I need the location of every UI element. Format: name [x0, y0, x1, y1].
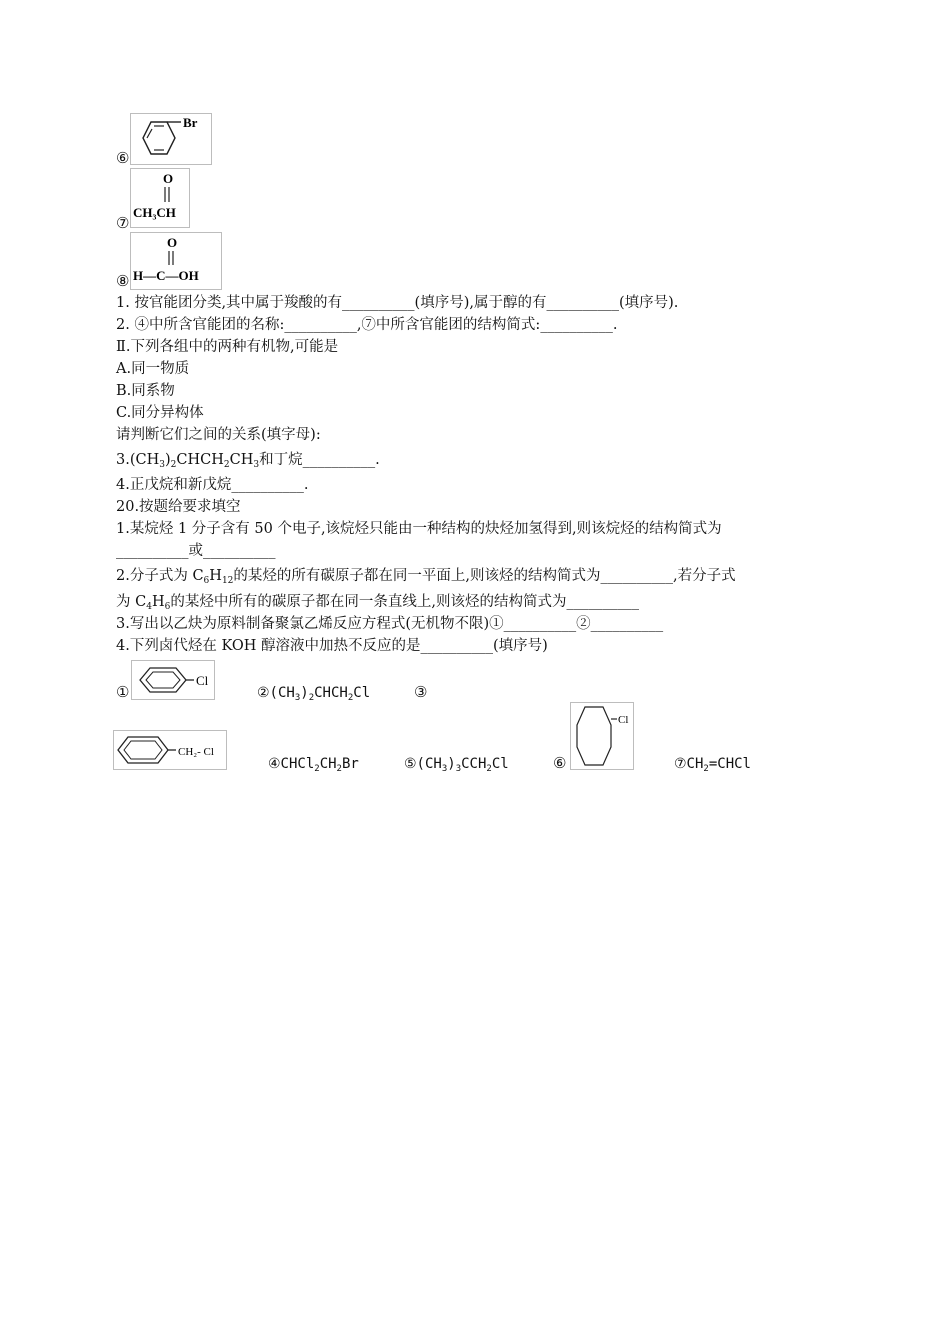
q20-line-4: 4.下列卤代烃在 KOH 醇溶液中加热不反应的是__________(填序号) — [116, 638, 548, 654]
halide-4: $④CHCl_2CH_2Br$ — [268, 756, 359, 774]
halide-5: $⑤(CH_3)_3CCH_2Cl$ — [404, 756, 509, 774]
option-a: A.同一物质 — [116, 361, 190, 377]
q19-question-4: 4.正戊烷和新戊烷__________. — [116, 477, 309, 493]
option-c: C.同分异构体 — [116, 405, 204, 421]
q20-line-2: 2.分子式为 $C_6H_{12}$的某烃的所有碳原子都在同一平面上,则该烃的结构简式为__________,若分子式 — [116, 568, 736, 586]
cl-label: Cl — [618, 714, 629, 726]
formic-acid-formula: H—C—OH — [133, 268, 199, 283]
q19-part2-title: Ⅱ.下列各组中的两种有机物,可能是 — [116, 339, 339, 355]
option-b: B.同系物 — [116, 383, 175, 399]
bromobenzene-structure — [130, 113, 212, 165]
q20-line-1-blanks: __________或__________ — [116, 543, 276, 559]
chlorocyclohexane-structure — [570, 702, 634, 770]
q20-title: 20.按题给要求填空 — [116, 499, 241, 515]
oxygen-label: O — [167, 235, 178, 250]
item-6-marker: ⑥ — [116, 149, 130, 167]
benzyl-chloride-structure — [113, 730, 227, 770]
chlorobenzene-structure — [131, 660, 215, 700]
item-8-marker: ⑧ — [116, 272, 130, 290]
halide-6-marker: ⑥ — [553, 754, 567, 772]
q20-line-1: 1.某烷烃 1 分子含有 50 个电子,该烷烃只能由一种结构的炔烃加氢得到,则该烷烃的结构简式为 — [116, 521, 722, 537]
judge-instruction: 请判断它们之间的关系(填字母): — [116, 427, 321, 443]
halide-7: $⑦CH_2=CHCl$ — [674, 756, 751, 774]
acetaldehyde-formula: CH₃CH — [133, 205, 176, 220]
halide-3-marker: ③ — [414, 683, 428, 701]
q20-line-3: 3.写出以乙炔为原料制备聚氯乙烯反应方程式(无机物不限)①__________②__________ — [116, 616, 664, 632]
halide-1-marker: ① — [116, 683, 130, 701]
q20-line-2b: 为 $C_4H_6$的某烃中所有的碳原子都在同一条直线上,则该烃的结构简式为__________ — [116, 594, 639, 612]
halide-2: $②(CH_3)_2CHCH_2Cl$ — [257, 685, 371, 703]
acetaldehyde-structure — [130, 168, 190, 228]
q19-question-3: $3.(CH_3)_2CHCH_2CH_3$和丁烷__________. — [116, 452, 380, 470]
q19-line-1: 1. 按官能团分类,其中属于羧酸的有__________(填序号),属于醇的有__________(填序号). — [116, 295, 679, 311]
formic-acid-structure — [130, 232, 222, 290]
item-7-marker: ⑦ — [116, 214, 130, 232]
cl-label: Cl — [196, 673, 209, 688]
oxygen-label: O — [163, 171, 174, 186]
q19-line-2: 2. ④中所含官能团的名称:__________,⑦中所含官能团的结构简式:__________. — [116, 317, 618, 333]
ch2cl-label: CH₂- Cl — [178, 746, 214, 758]
br-label: Br — [183, 115, 198, 130]
